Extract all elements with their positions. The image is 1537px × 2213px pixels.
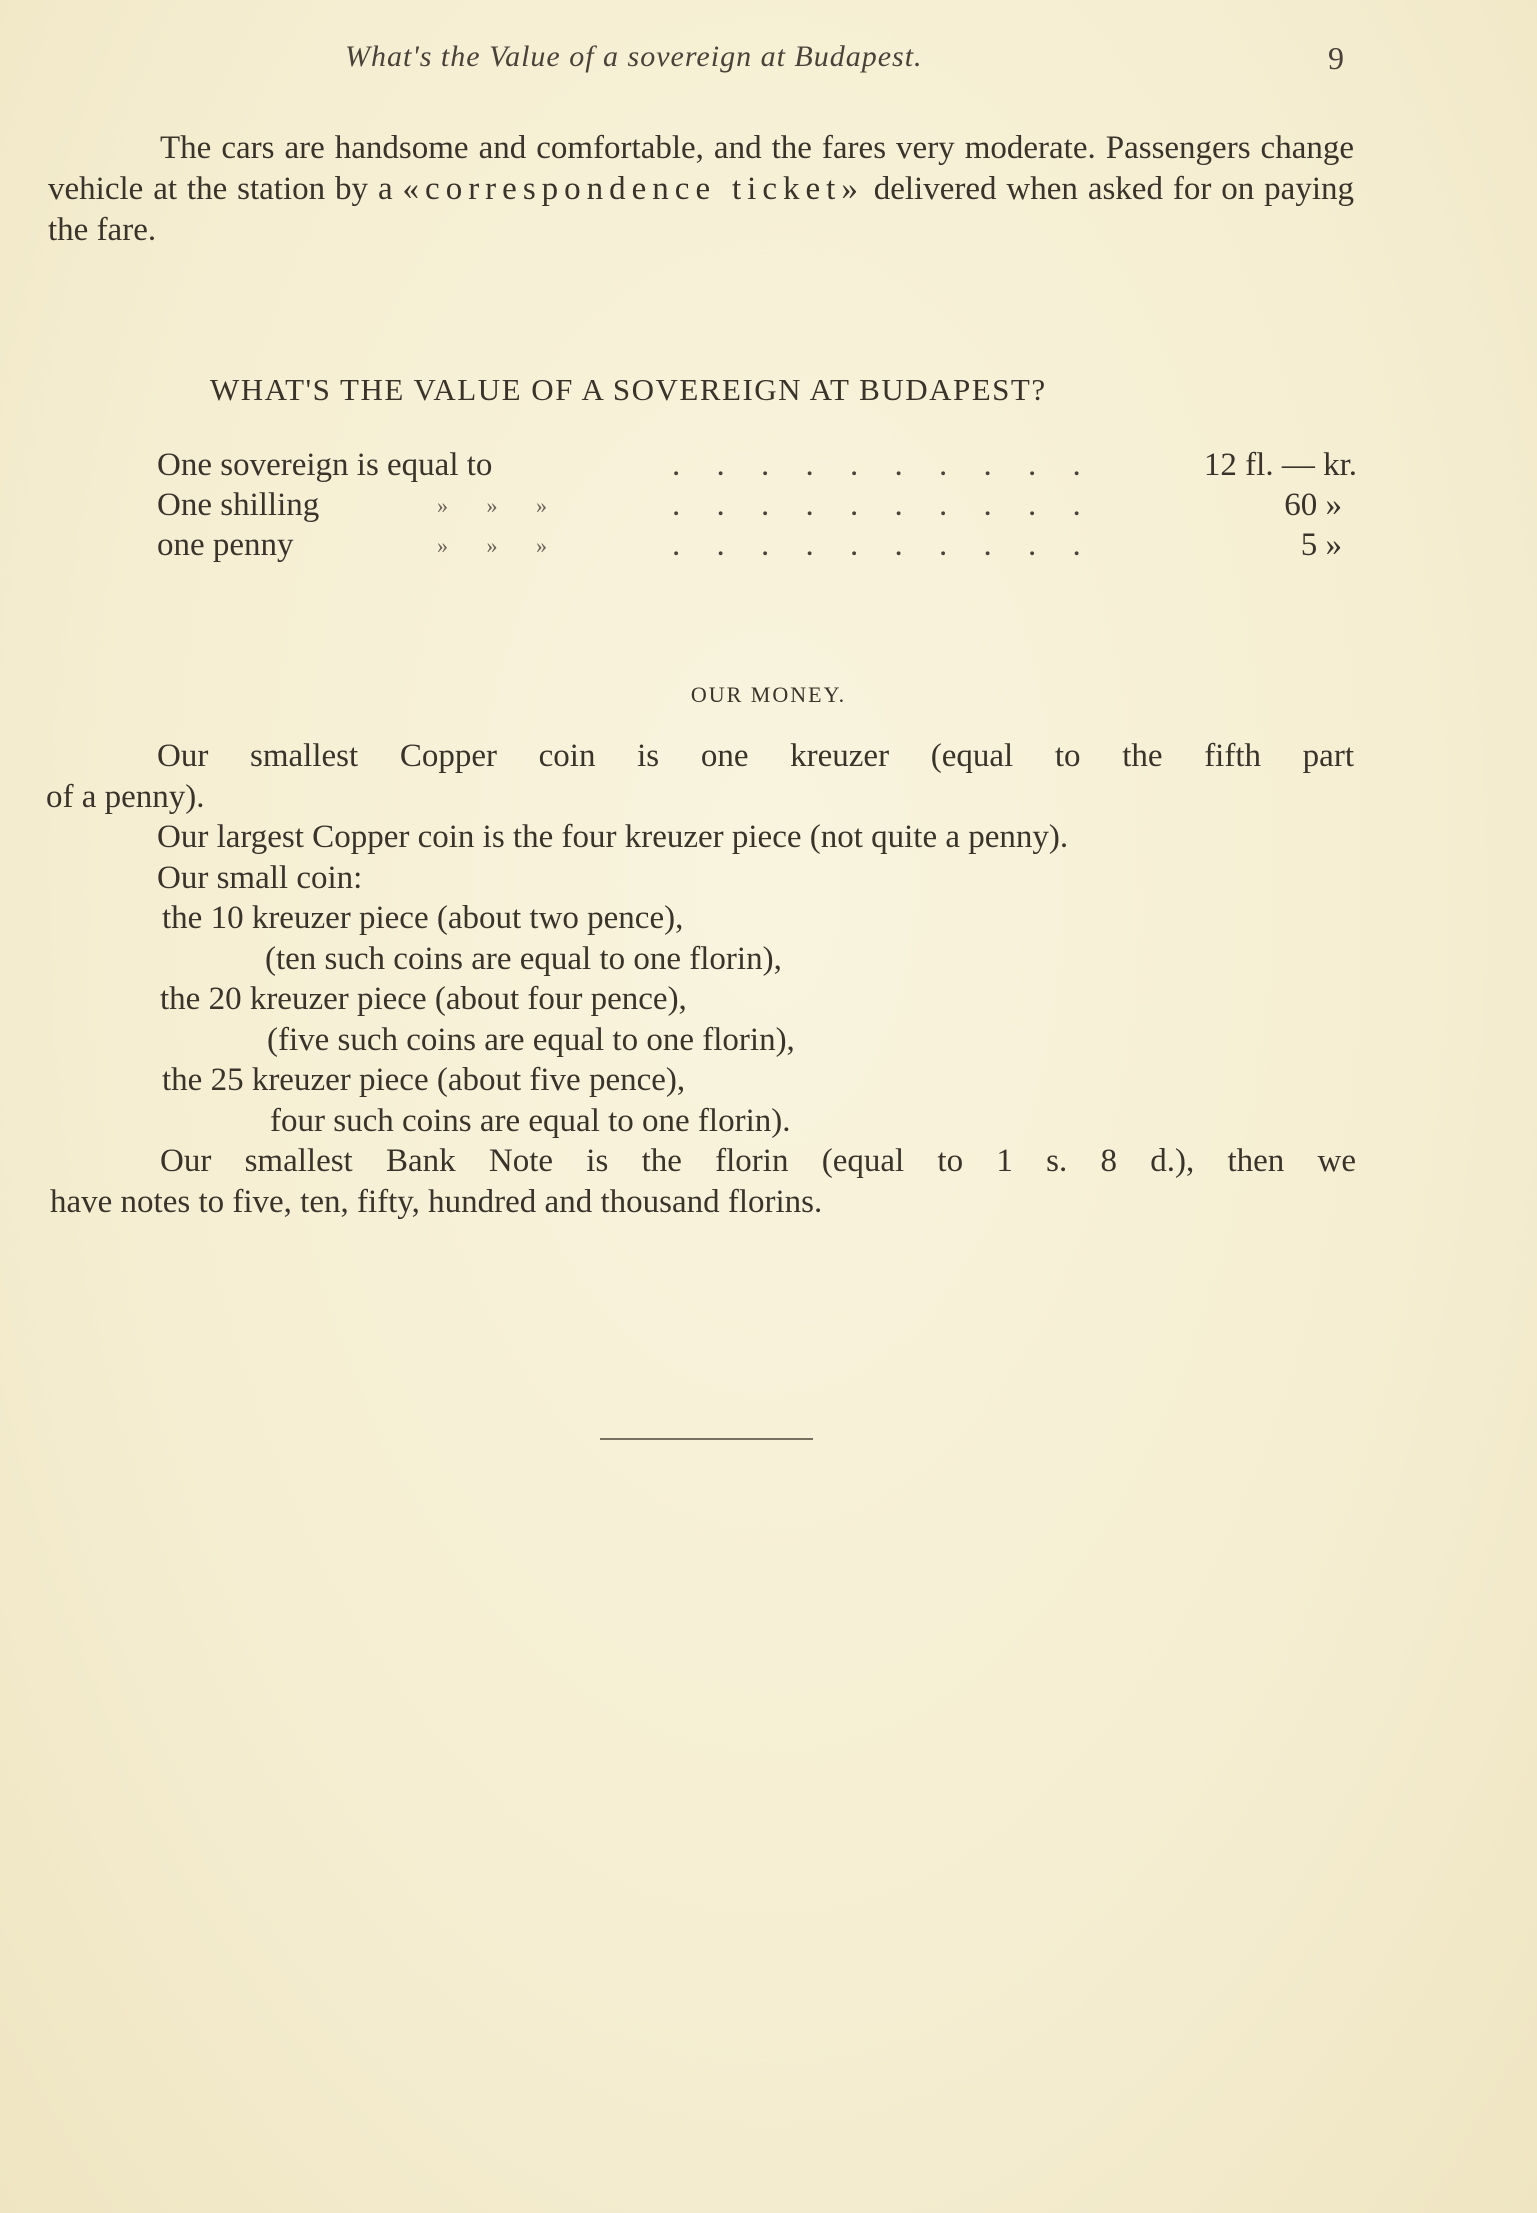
leader-dots: . . . . . . . . . . bbox=[672, 447, 1095, 483]
running-head: What's the Value of a sovereign at Budapest. bbox=[345, 40, 923, 73]
page-number: 9 bbox=[1328, 40, 1344, 76]
rate-value: 12 fl. — kr. bbox=[1203, 447, 1357, 483]
ditto-marks: » » » bbox=[437, 533, 547, 558]
money-line: Our largest Copper coin is the four kreuzer piece (not quite a penny). bbox=[157, 819, 1069, 855]
money-heading: OUR MONEY. bbox=[690, 682, 847, 707]
rate-row-shilling bbox=[157, 485, 1357, 526]
rate-row-sovereign bbox=[157, 445, 1357, 486]
rate-label: one penny bbox=[157, 527, 294, 563]
money-line: the 25 kreuzer piece (about five pence), bbox=[162, 1062, 686, 1098]
closing-rule bbox=[600, 1438, 813, 1440]
leader-dots: . . . . . . . . . . bbox=[672, 487, 1095, 523]
rate-label: One shilling bbox=[157, 487, 320, 523]
intro-text-b: delivered when asked for on paying the fare. bbox=[48, 171, 1354, 248]
intro-ticket-term: «correspondence ticket» bbox=[402, 171, 864, 207]
ditto-marks: » » » bbox=[437, 493, 547, 518]
money-line: Our smallest Copper coin is one kreuzer (equal to the fifth part bbox=[157, 738, 1354, 774]
money-line: the 20 kreuzer piece (about four pence), bbox=[160, 981, 687, 1017]
money-line: four such coins are equal to one florin). bbox=[270, 1103, 791, 1139]
intro-text-a: The cars are handsome and comfortable, and the fares very moderate. Passengers change vehicle at the station by a bbox=[48, 130, 1354, 207]
money-line: (five such coins are equal to one florin), bbox=[267, 1022, 795, 1058]
money-line: Our small coin: bbox=[157, 860, 363, 896]
money-line: Our smallest Bank Note is the florin (equal to 1 s. 8 d.), then we bbox=[160, 1143, 1356, 1179]
money-line: the 10 kreuzer piece (about two pence), bbox=[162, 900, 684, 936]
money-line: have notes to five, ten, fifty, hundred and thousand florins. bbox=[50, 1184, 823, 1220]
money-line: of a penny). bbox=[46, 779, 205, 815]
leader-dots: . . . . . . . . . . bbox=[672, 527, 1095, 563]
rate-row-penny bbox=[157, 525, 1357, 566]
intro-paragraph bbox=[48, 128, 1354, 251]
money-line: (ten such coins are equal to one florin), bbox=[265, 941, 782, 977]
rate-value: 5 » bbox=[1300, 527, 1342, 563]
rates-heading: WHAT'S THE VALUE OF A SOVEREIGN AT BUDAPEST? bbox=[210, 372, 1047, 407]
rate-label: One sovereign is equal to bbox=[157, 447, 493, 483]
rate-value: 60 » bbox=[1284, 487, 1342, 523]
